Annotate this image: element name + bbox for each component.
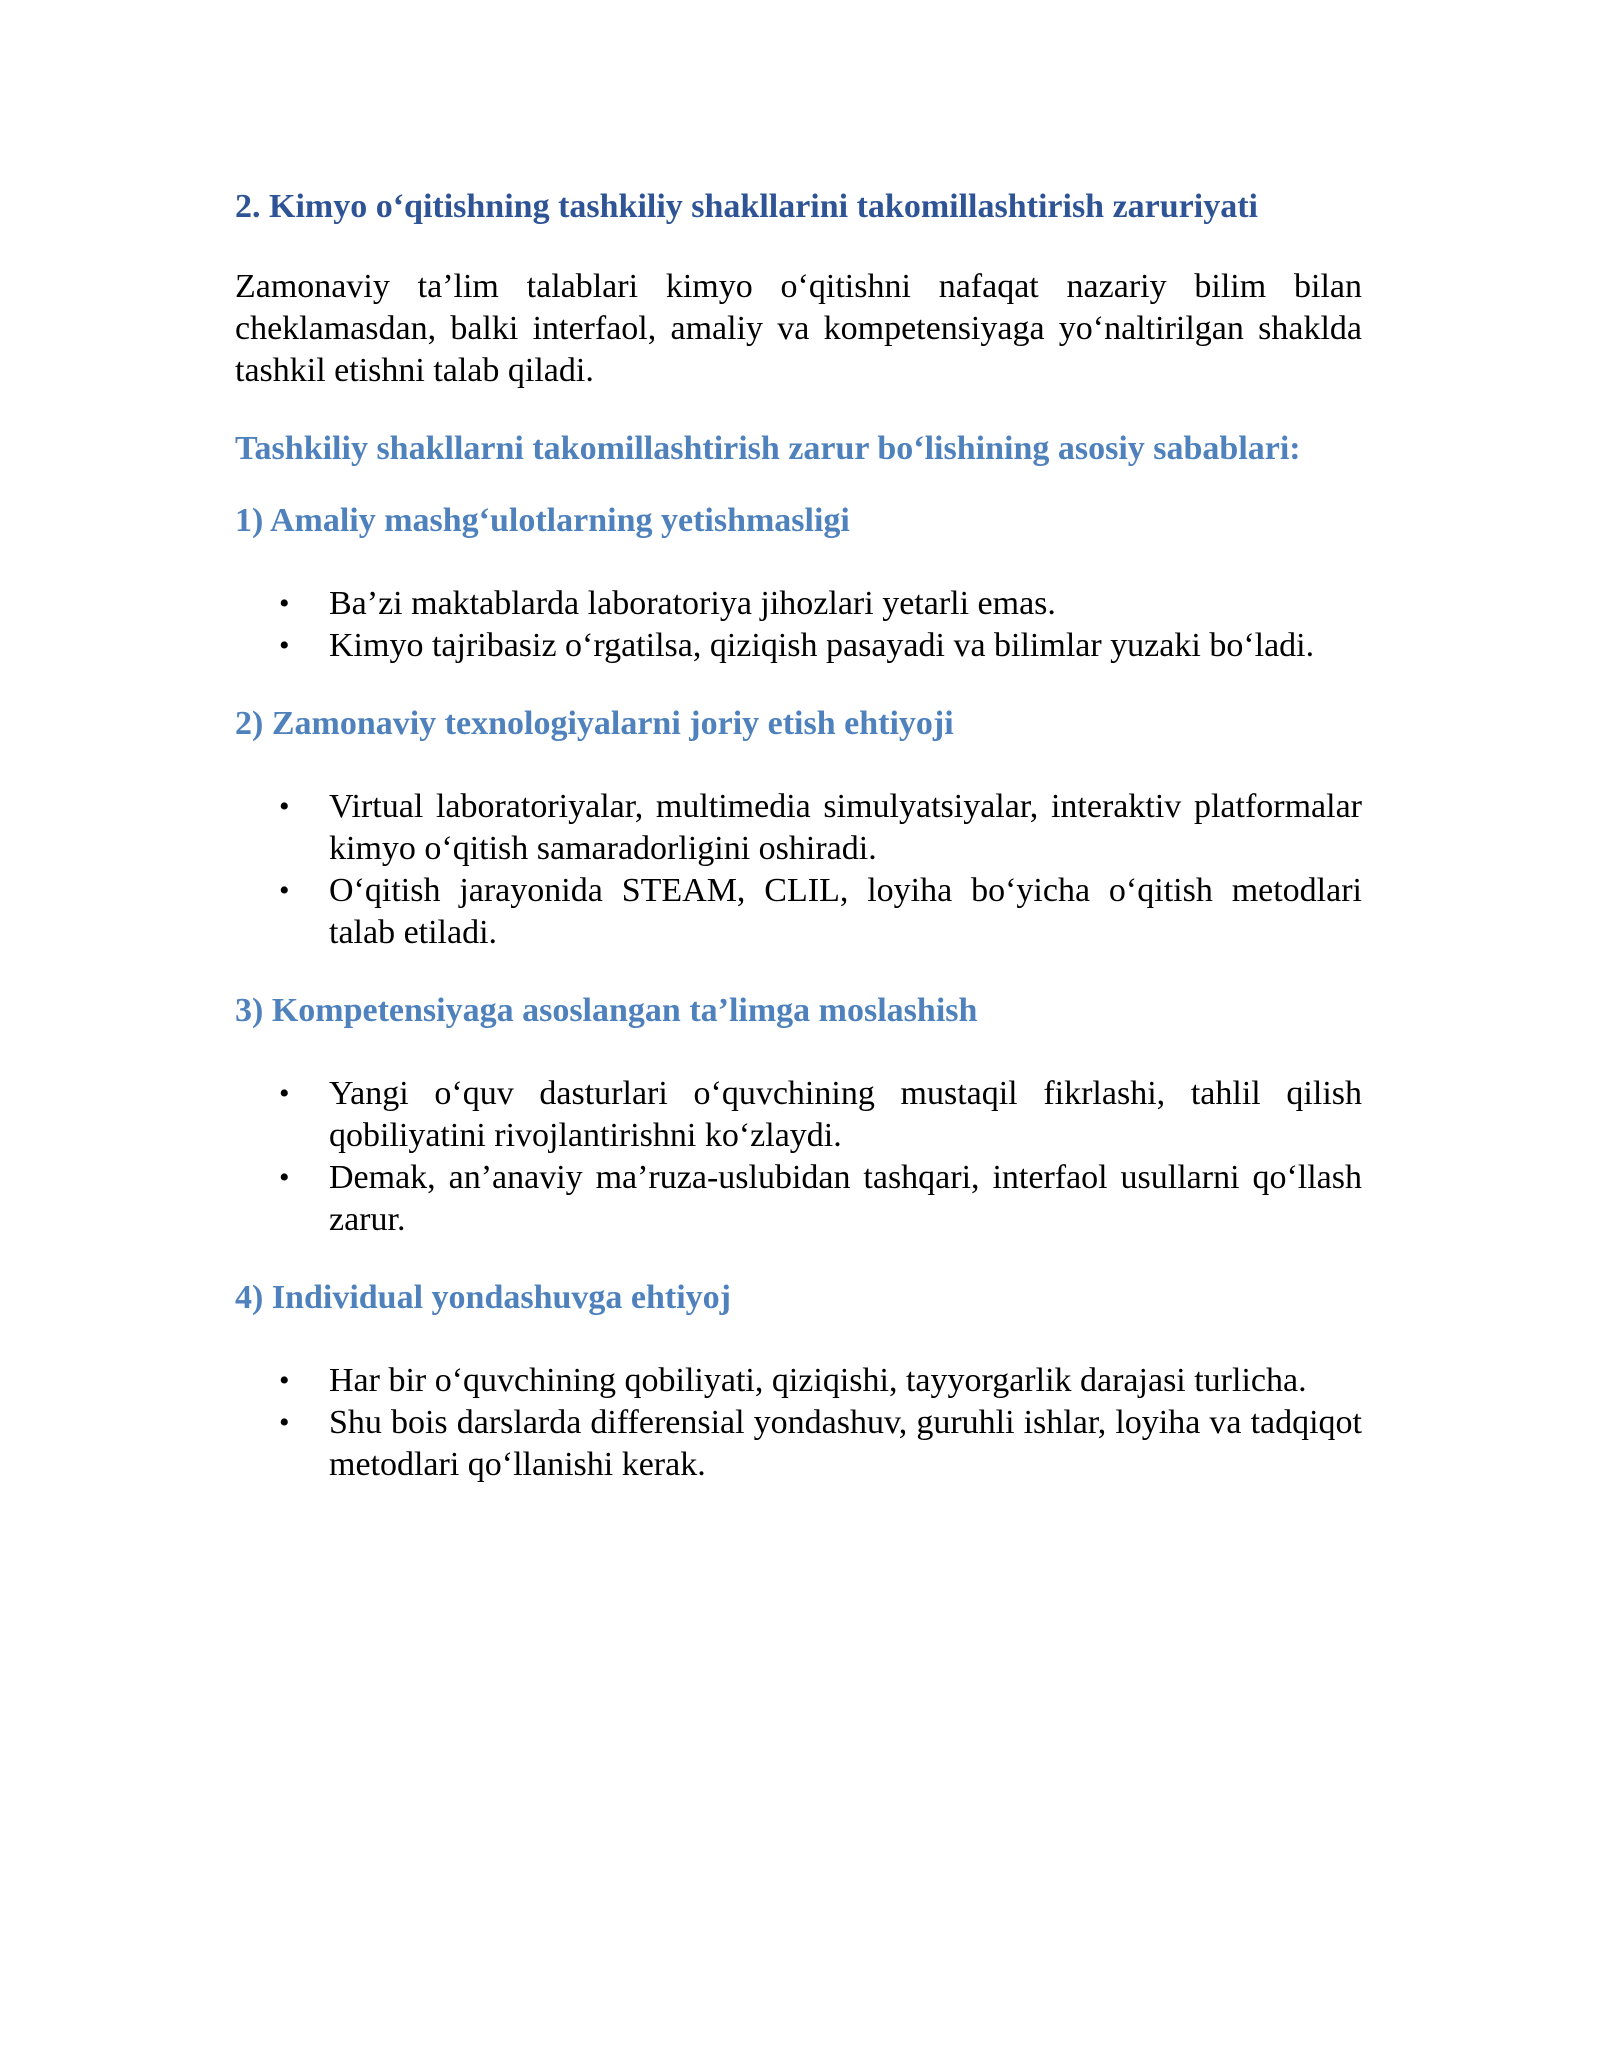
section-heading: 3) Kompetensiyaga asoslangan ta’limga moslashish [235,992,978,1029]
list-item-text: Kimyo tajribasiz o‘rgatilsa, qiziqish pasayadi va bilimlar yuzaki bo‘ladi. [329,627,1315,664]
list-item-text: Ba’zi maktablarda laboratoriya jihozlari yetarli emas. [329,585,1056,622]
reasons-subtitle: Tashkiliy shakllarni takomillashtirish zarur bo‘lishining asosiy sabablari: [235,430,1301,467]
bullet-icon: • [279,1364,290,1397]
bullet-icon: • [279,587,290,620]
list-item [235,1402,1362,1486]
list-item [235,870,1362,954]
list-item-text: O‘qitish jarayonida STEAM, CLIL, loyiha bo‘yicha o‘qitish metodlari talab etiladi. [329,872,1362,951]
list-item-text: Har bir o‘quvchining qobiliyati, qiziqishi, tayyorgarlik darajasi turlicha. [329,1362,1307,1399]
section-heading: 1) Amaliy mashg‘ulotlarning yetishmasligi [235,502,850,539]
bullet-icon: • [279,790,290,823]
section-heading: 2) Zamonaviy texnologiyalarni joriy etish ehtiyoji [235,705,954,742]
list-item-text: Virtual laboratoriyalar, multimedia simulyatsiyalar, interaktiv platformalar kimyo o‘qitish samaradorligini oshiradi. [329,788,1362,867]
list-item [235,583,1362,625]
bullet-icon: • [279,629,290,662]
bullet-list [235,786,1362,954]
section-4 [235,1274,1362,1486]
bullet-icon: • [279,1161,290,1194]
list-item-text: Demak, an’anaviy ma’ruza-uslubidan tashqari, interfaol usullarni qo‘llash zarur. [329,1159,1362,1238]
bullet-icon: • [279,874,290,907]
document-page [235,183,1362,1486]
bullet-icon: • [279,1077,290,1110]
intro-paragraph: Zamonaviy ta’lim talablari kimyo o‘qitishni nafaqat nazariy bilim bilan cheklamasdan, balki interfaol, amaliy va kompetensiyaga yo‘naltirilgan shaklda tashkil etishni talab qiladi. [235,268,1362,389]
list-item [235,786,1362,870]
list-item [235,1073,1362,1157]
bullet-list [235,1073,1362,1241]
section-3 [235,987,1362,1241]
bullet-list [235,583,1362,667]
list-item-text: Shu bois darslarda differensial yondashuv, guruhli ishlar, loyiha va tadqiqot metodlari qo‘llanishi kerak. [329,1404,1362,1483]
list-item-text: Yangi o‘quv dasturlari o‘quvchining mustaqil fikrlashi, tahlil qilish qobiliyatini rivojlantirishni ko‘zlaydi. [329,1075,1362,1154]
list-item [235,625,1362,667]
list-item [235,1157,1362,1241]
bullet-list [235,1360,1362,1486]
bullet-icon: • [279,1406,290,1439]
list-item [235,1360,1362,1402]
section-2 [235,700,1362,954]
section-heading: 4) Individual yondashuvga ehtiyoj [235,1279,731,1316]
section-1 [235,497,1362,667]
document-title: 2. Kimyo o‘qitishning tashkiliy shakllarini takomillashtirish zaruriyati [235,188,1258,225]
